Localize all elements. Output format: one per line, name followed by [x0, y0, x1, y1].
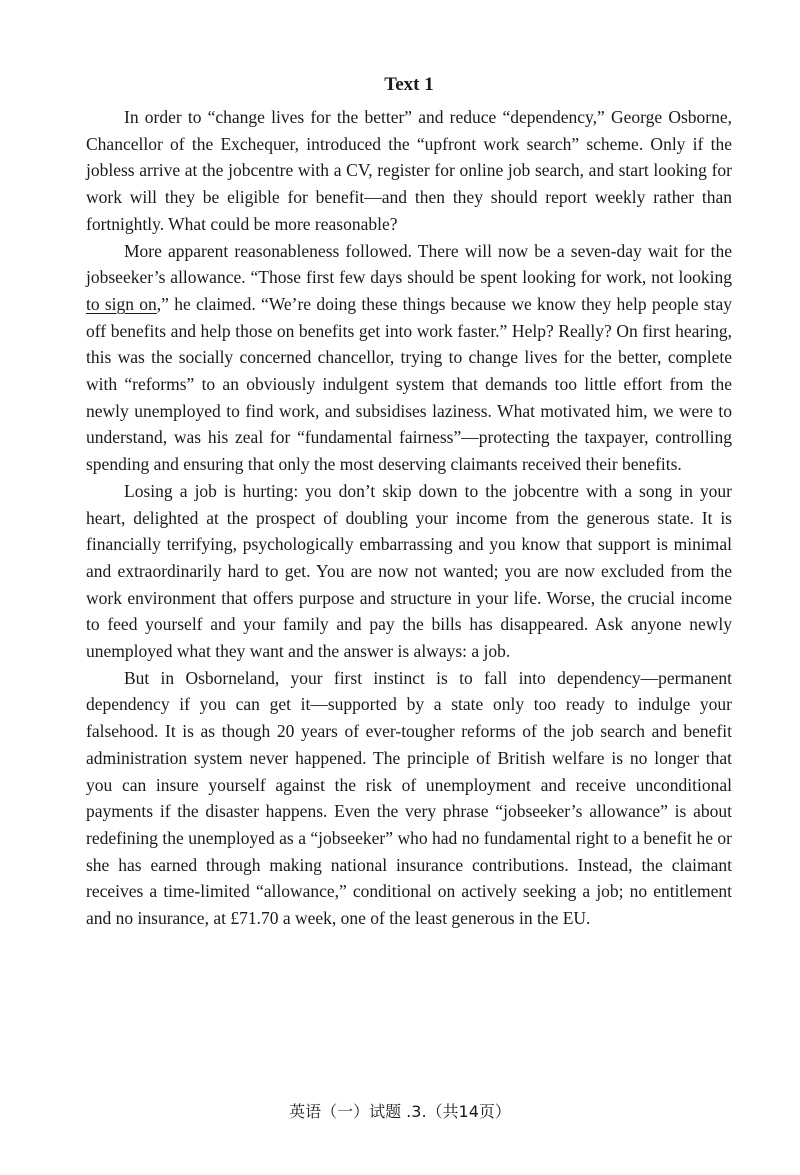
- paragraph-4: But in Osborneland, your first instinct is to fall into dependency—permanent dependency if you can get it—supported by a state only too ready to indulge your falsehood. It is as though 20 years of ever-tougher reforms of the job search and benefit administration system never happened. The principle of British welfare is no longer that you can insure yourself against the risk of unemployment and receive unconditional payments if the disaster happens. Even the very phrase “jobseeker’s allowance” is about redefining the unemployed as a “jobseeker” who had no fundamental right to a benefit he or she has earned through making national insurance contributions. Instead, the claimant receives a time-limited “allowance,” conditional on actively seeking a job; no entitlement and no insurance, at £71.70 a week, one of the least generous in the EU.: [86, 667, 732, 929]
- paragraph-3: Losing a job is hurting: you don’t skip down to the jobcentre with a song in your heart, delighted at the prospect of doubling your income from the generous state. It is financially terrifying, psychologically embarrassing and you know that support is minimal and extraordinarily hard to get. You are now not wanted; you are now excluded from the work environment that offers purpose and structure in your life. Worse, the crucial income to feed yourself and your family and pay the bills has disappeared. Ask anyone newly unemployed what they want and the answer is always: a job.: [86, 480, 732, 662]
- paragraph-2-after: ,” he claimed. “We’re doing these things because we know they help people stay off benefits and help those on benefits get into work faster.” Help? Really? On first hearing, this was the socially concerned chancellor, trying to change lives for the better, complete with “reforms” to an obviously indulgent system that demands too little effort from the newly unemployed to find work, and subsidises laziness. What motivated him, we were to understand, was his zeal for “fundamental fairness”—protecting the taxpayer, controlling spending and ensuring that only the most deserving claimants received their benefits.: [86, 293, 732, 475]
- paragraph-2: [86, 238, 732, 478]
- paragraph-1: In order to “change lives for the better” and reduce “dependency,” George Osborne, Chancellor of the Exchequer, introduced the “upfront work search” scheme. Only if the jobless arrive at the jobcentre with a CV, register for online job search, and start looking for work will they be eligible for benefit—and then they should report weekly rather than fortnightly. What could be more reasonable?: [86, 107, 732, 234]
- underlined-phrase: to sign on: [86, 293, 157, 314]
- text-title: Text 1: [384, 74, 434, 95]
- page-footer: 英语（一）试题 .3.（共14页）: [289, 1102, 511, 1121]
- exam-page: [86, 70, 732, 932]
- paragraph-2-before: More apparent reasonableness followed. There will now be a seven-day wait for the jobseeker’s allowance. “Those first few days should be spent looking for work, not looking: [86, 240, 732, 288]
